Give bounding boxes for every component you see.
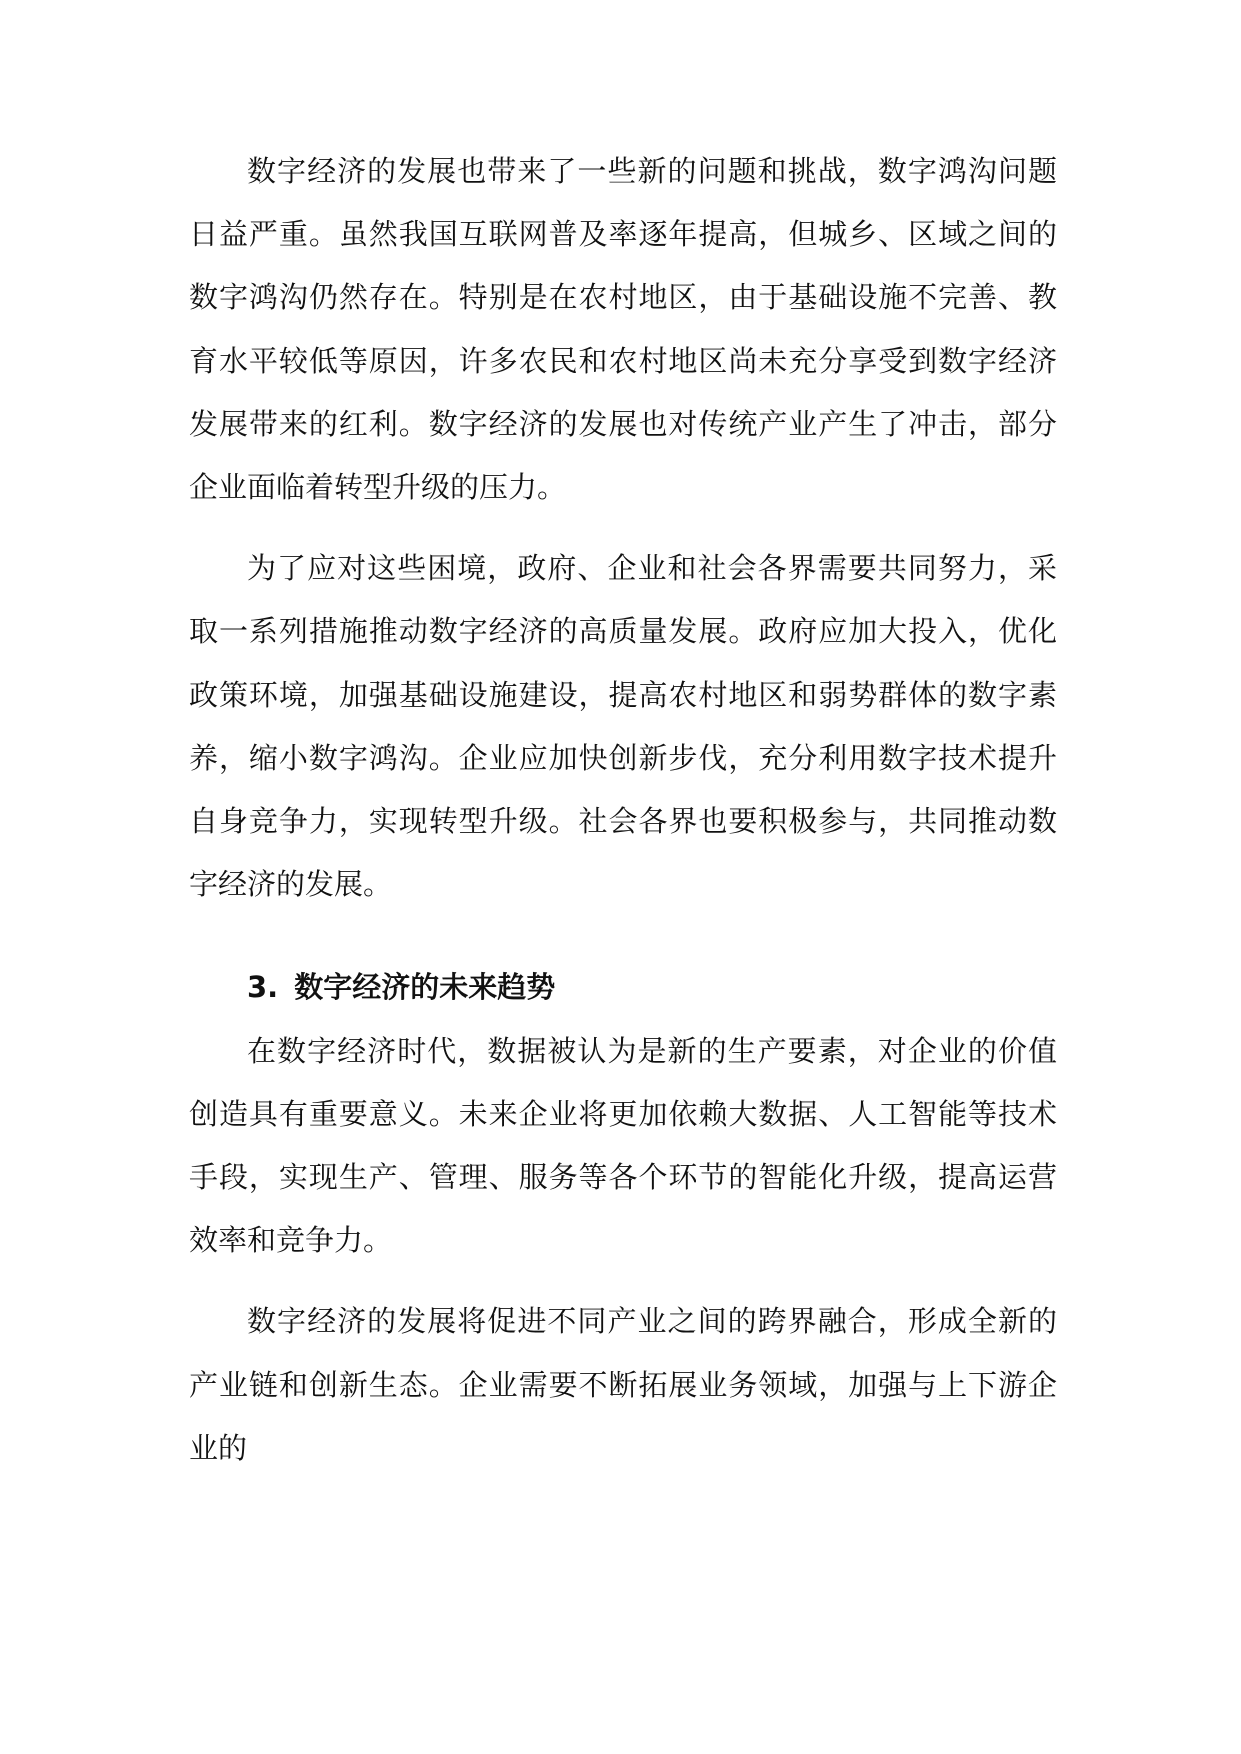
section-title: 数字经济的未来趋势: [294, 970, 556, 1005]
document-body: [189, 140, 1057, 1480]
section-number: 3.: [247, 970, 279, 1005]
paragraph-countermeasures: 为了应对这些困境，政府、企业和社会各界需要共同努力，采取一系列措施推动数字经济的高质量发展。政府应加大投入，优化政策环境，加强基础设施建设，提高农村地区和弱势群体的数字素养，缩小数字鸿沟。企业应加快创新步伐，充分利用数字技术提升自身竞争力，实现转型升级。社会各界也要积极参与，共同推动数字经济的发展。: [189, 551, 1057, 902]
paragraph-data-as-factor: 在数字经济时代，数据被认为是新的生产要素，对企业的价值创造具有重要意义。未来企业将更加依赖大数据、人工智能等技术手段，实现生产、管理、服务等各个环节的智能化升级，提高运营效率和竞争力。: [189, 1033, 1057, 1258]
paragraph-cross-industry: 数字经济的发展将促进不同产业之间的跨界融合，形成全新的产业链和创新生态。企业需要不断拓展业务领域，加强与上下游企业的: [189, 1304, 1057, 1465]
paragraph-digital-divide: 数字经济的发展也带来了一些新的问题和挑战，数字鸿沟问题日益严重。虽然我国互联网普及率逐年提高，但城乡、区域之间的数字鸿沟仍然存在。特别是在农村地区，由于基础设施不完善、教育水平较低等原因，许多农民和农村地区尚未充分享受到数字经济发展带来的红利。数字经济的发展也对传统产业产生了冲击，部分企业面临着转型升级的压力。: [189, 154, 1057, 505]
section-heading: [189, 956, 1057, 1019]
